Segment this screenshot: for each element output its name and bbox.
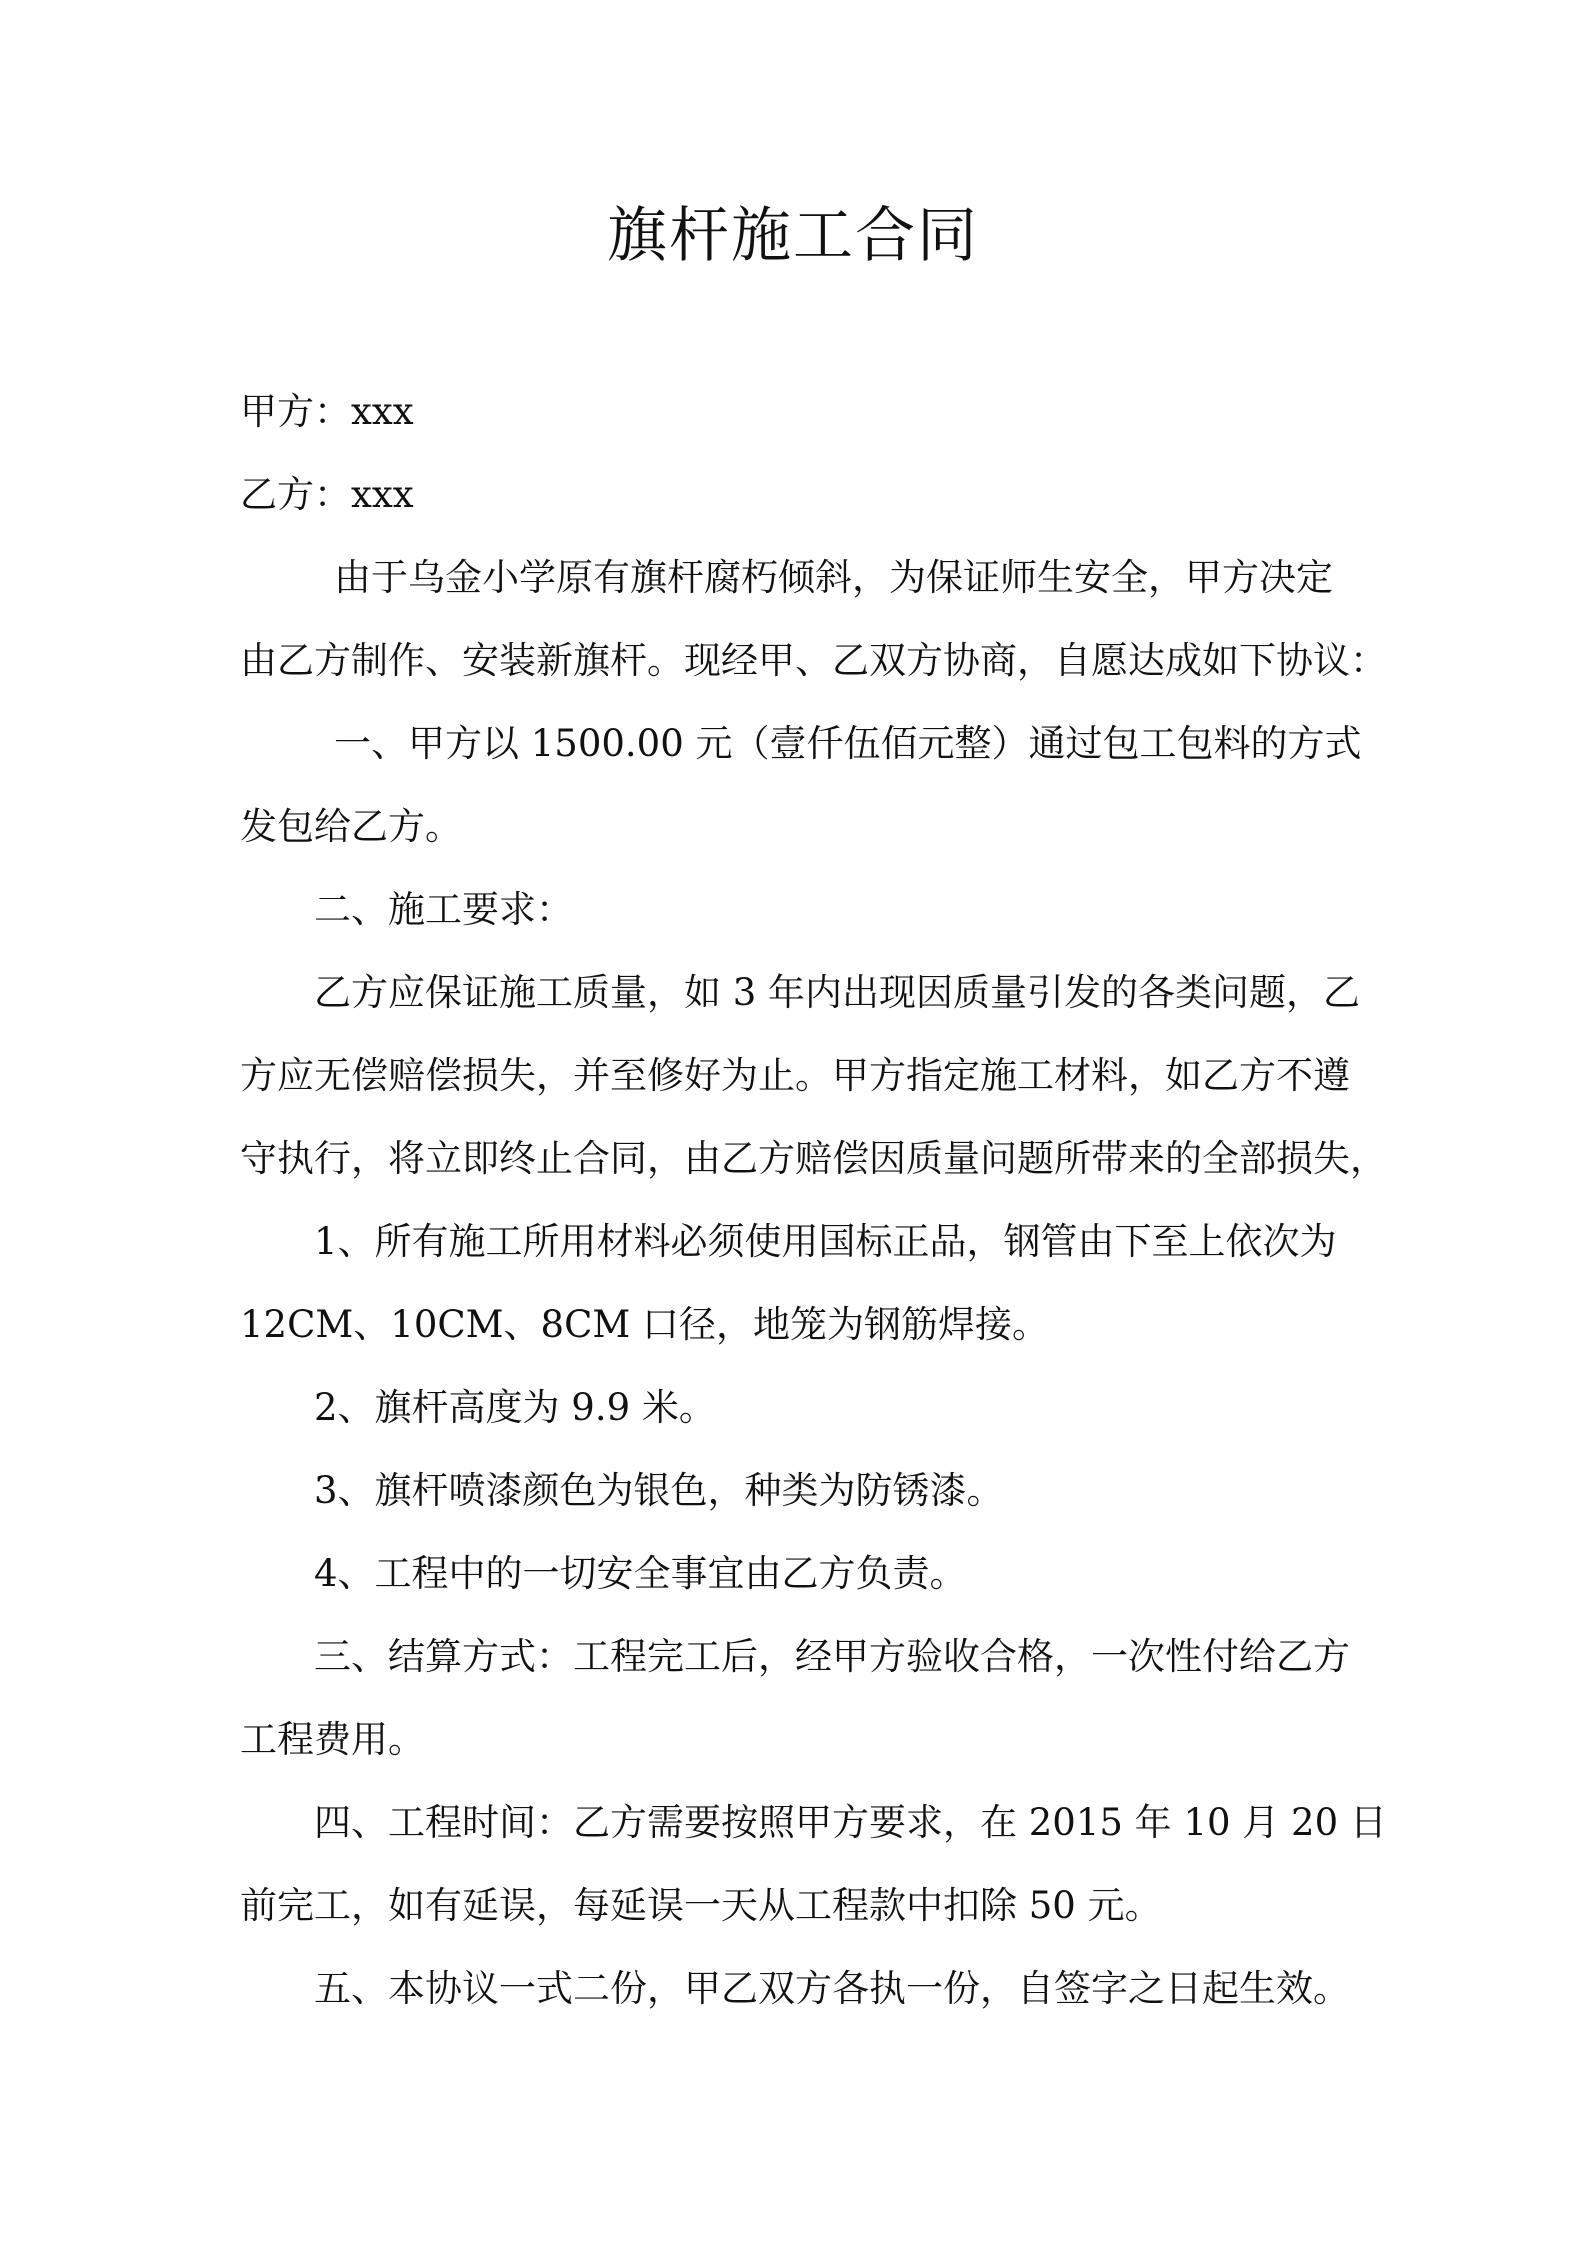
- item-3-line: 3、旗杆喷漆颜色为银色，种类为防锈漆。: [314, 1469, 1004, 1512]
- clause-2-line-1: 乙方应保证施工质量，如 3 年内出现因质量引发的各类问题，乙: [314, 971, 1361, 1014]
- clause-3-line-2: 工程费用。: [240, 1718, 425, 1761]
- clause-5-line: 五、本协议一式二份，甲乙双方各执一份，自签字之日起生效。: [314, 1967, 1350, 2010]
- party-b-line: 乙方：xxx: [240, 473, 414, 516]
- item-4-line: 4、工程中的一切安全事宜由乙方负责。: [314, 1552, 967, 1595]
- contract-body: [240, 370, 1387, 2030]
- clause-2-line-3: 守执行，将立即终止合同，由乙方赔偿因质量问题所带来的全部损失，: [240, 1137, 1387, 1180]
- clause-4-line-2: 前完工，如有延误，每延误一天从工程款中扣除 50 元。: [240, 1884, 1162, 1927]
- clause-2-line-2: 方应无偿赔偿损失，并至修好为止。甲方指定施工材料，如乙方不遵: [240, 1054, 1350, 1097]
- party-a-line: 甲方：xxx: [240, 390, 414, 433]
- item-1-line-1: 1、所有施工所用材料必须使用国标正品，钢管由下至上依次为: [314, 1220, 1337, 1263]
- clause-2-heading: 二、施工要求：: [314, 888, 573, 931]
- item-2-line: 2、旗杆高度为 9.9 米。: [314, 1386, 716, 1429]
- preamble-line-2: 由乙方制作、安装新旗杆。现经甲、乙双方协商，自愿达成如下协议：: [240, 639, 1387, 682]
- clause-4-line-1: 四、工程时间：乙方需要按照甲方要求，在 2015 年 10 月 20 日: [314, 1801, 1387, 1844]
- document-title: 旗杆施工合同: [607, 201, 979, 271]
- clause-1-line-1: 一、甲方以 1500.00 元（壹仟伍佰元整）通过包工包料的方式: [334, 722, 1362, 765]
- item-1-line-2: 12CM、10CM、8CM 口径，地笼为钢筋焊接。: [240, 1303, 1050, 1346]
- clause-3-line-1: 三、结算方式：工程完工后，经甲方验收合格，一次性付给乙方: [314, 1635, 1350, 1678]
- preamble-line-1: 由于乌金小学原有旗杆腐朽倾斜，为保证师生安全，甲方决定: [334, 556, 1333, 599]
- clause-1-line-2: 发包给乙方。: [240, 805, 462, 848]
